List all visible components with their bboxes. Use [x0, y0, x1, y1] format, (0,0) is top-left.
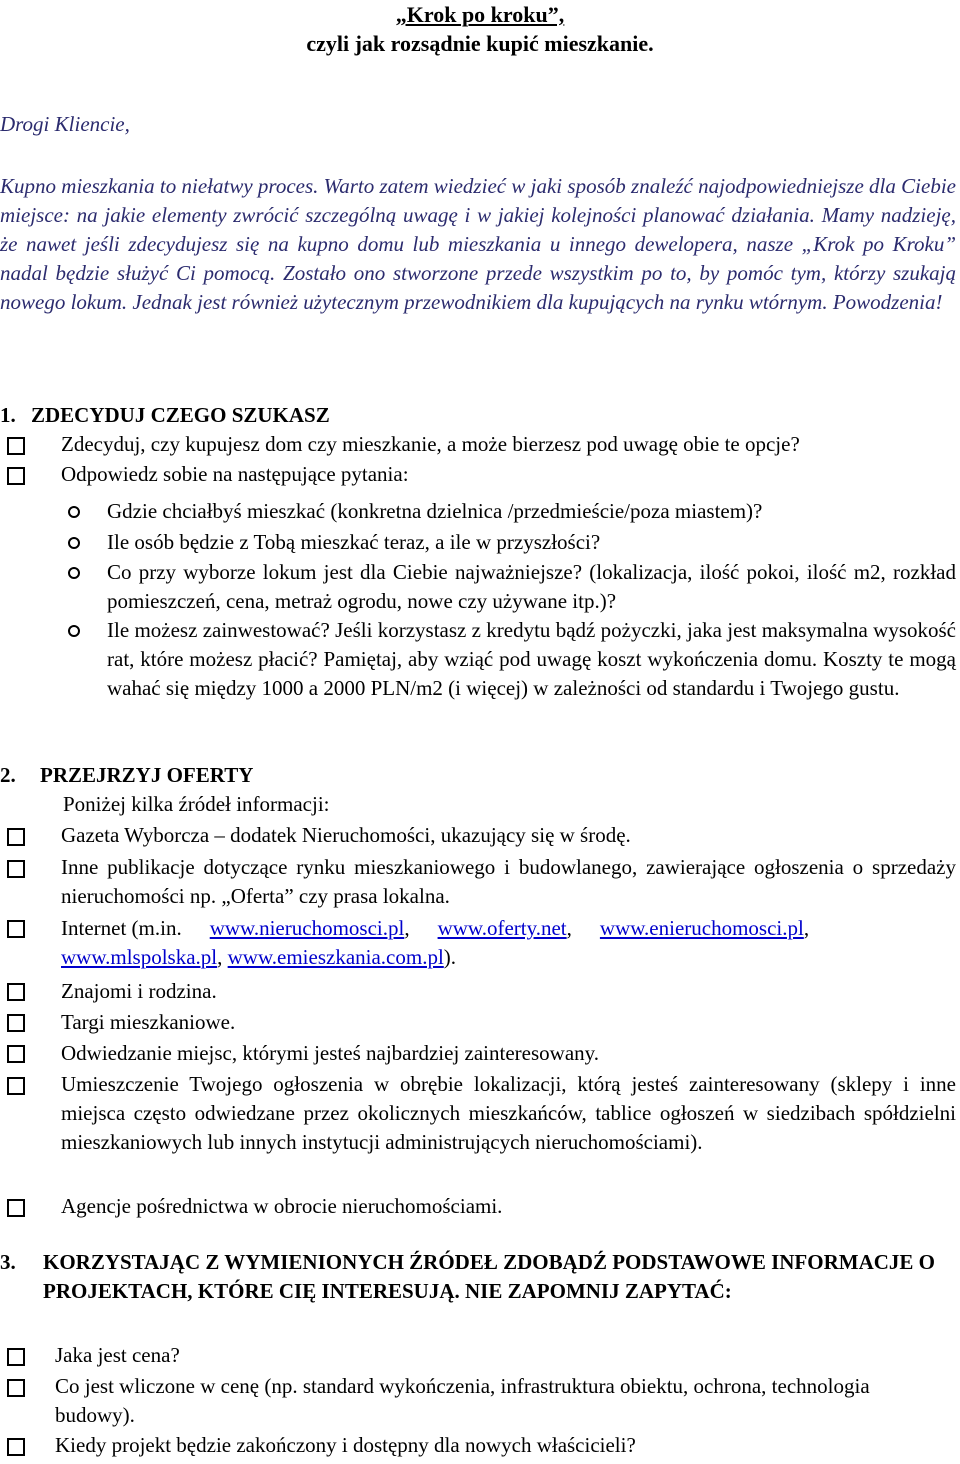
s1-item-2: Odpowiedz sobie na następujące pytania: — [61, 462, 409, 486]
section-3-number: 3. — [0, 1250, 16, 1274]
s2-item-3-line-2: www.mlspolska.pl, www.emieszkania.com.pl). — [61, 945, 457, 969]
checkbox-icon — [7, 920, 25, 938]
checkbox-icon — [7, 467, 25, 485]
checkbox-icon — [7, 1045, 25, 1063]
section-2-number: 2. — [0, 763, 16, 787]
circle-bullet-icon — [68, 567, 80, 579]
link-emieszkania[interactable]: www.emieszkania.com.pl — [227, 945, 444, 969]
s2-item-3-line-1: Internet (m.in. www.nieruchomosci.pl, www.oferty.net, www.enieruchomosci.pl, — [61, 916, 810, 940]
link-mlspolska[interactable]: www.mlspolska.pl — [61, 945, 218, 969]
title-line-1: „Krok po kroku”, — [395, 2, 565, 27]
s2-item-5: Targi mieszkaniowe. — [61, 1010, 236, 1034]
s2-item-7: Umieszczenie Twojego ogłoszenia w obrębie lokalizacji, którą jesteś zainteresowany (sklepy i inne miejsca często odwiedzane przez okolicznych mieszkańców, tablice ogłoszeń w siedzibach spółdzielni mieszkaniowych lub innych instytucji administrujących nieruchomościami). — [61, 1072, 956, 1154]
section-3-heading — [0, 1248, 956, 1306]
s1-item-1: Zdecyduj, czy kupujesz dom czy mieszkanie, a może bierzesz pod uwagę obie te opcje? — [61, 432, 800, 456]
title-line-2: czyli jak rozsądnie kupić mieszkanie. — [306, 31, 654, 56]
s2-item-6: Odwiedzanie miejsc, którymi jesteś najbardziej zainteresowany. — [61, 1041, 600, 1065]
intro-paragraph: Kupno mieszkania to niełatwy proces. Warto zatem wiedzieć w jaki sposób znaleźć najodpowiedniejsze dla Ciebie miejsce: na jakie elementy zwrócić szczególną uwagę i w jakiej kolejności planować działania. Mamy nadzieję, że nawet jeśli zdecydujesz się na kupno domu lub mieszkania u innego dewelopera, nasze „Krok po Kroku” nadal będzie służyć Ci pomocą. Zostało ono stworzone przede wszystkim po to, by pomóc tym, którzy szukają nowego lokum. Jednak jest również użytecznym przewodnikiem dla kupujących na rynku wtórnym. Powodzenia! — [0, 174, 956, 314]
s1-question-3: Co przy wyborze lokum jest dla Ciebie najważniejsze? (lokalizacja, ilość pokoi, ilość m2, rozkład pomieszczeń, cena, metraż ogrodu, nowe czy używane itp.)? — [107, 560, 956, 613]
section-1-heading — [0, 401, 330, 430]
checkbox-icon — [7, 437, 25, 455]
checkbox-icon — [7, 1438, 25, 1456]
circle-bullet-icon — [68, 537, 80, 549]
section-1-title: ZDECYDUJ CZEGO SZUKASZ — [31, 403, 330, 427]
checkbox-icon — [7, 1379, 25, 1397]
section-2-title: PRZEJRZYJ OFERTY — [40, 763, 254, 787]
checkbox-icon — [7, 983, 25, 1001]
link-oferty[interactable]: www.oferty.net — [437, 916, 567, 940]
checkbox-icon — [7, 1014, 25, 1032]
section-3-title: KORZYSTAJĄC Z WYMIENIONYCH ŹRÓDEŁ ZDOBĄDŹ PODSTAWOWE INFORMACJE O PROJEKTACH, KTÓRE CIĘ INTERESUJĄ. NIE ZAPOMNIJ ZAPYTAĆ: — [43, 1250, 936, 1303]
checkbox-icon — [7, 860, 25, 878]
circle-bullet-icon — [68, 506, 80, 518]
greeting: Drogi Kliencie, — [0, 112, 130, 136]
s1-question-1: Gdzie chciałbyś mieszkać (konkretna dzielnica /przedmieście/poza miastem)? — [107, 499, 763, 523]
document-title — [0, 0, 960, 58]
s1-question-4: Ile możesz zainwestować? Jeśli korzystasz z kredytu bądź pożyczki, jaka jest maksymalna wysokość rat, które możesz płacić? Pamiętaj, aby wziąć pod uwagę koszt wykończenia domu. Koszty te mogą wahać się między 1000 a 2000 PLN/m2 (i więcej) w zależności od standardu i Twojego gustu. — [107, 618, 956, 700]
s2-item-2: Inne publikacje dotyczące rynku mieszkaniowego i budowlanego, zawierające ogłoszenia o sprzedaży nieruchomości np. „Oferta” czy prasa lokalna. — [61, 855, 956, 908]
s2-item-3-prefix: Internet (m.in. — [61, 916, 182, 940]
link-nieruchomosci[interactable]: www.nieruchomosci.pl — [209, 916, 405, 940]
s2-item-3-suffix: ). — [443, 945, 457, 969]
s3-item-2: Co jest wliczone w cenę (np. standard wykończenia, infrastruktura obiektu, ochrona, technologia budowy). — [55, 1374, 870, 1427]
checkbox-icon — [7, 1199, 25, 1217]
checkbox-icon — [7, 1077, 25, 1095]
s3-item-1: Jaka jest cena? — [55, 1343, 180, 1367]
s2-item-4: Znajomi i rodzina. — [61, 979, 217, 1003]
s3-item-3: Kiedy projekt będzie zakończony i dostępny dla nowych właścicieli? — [55, 1433, 636, 1457]
section-2-heading — [0, 761, 253, 790]
intro-block — [0, 110, 956, 317]
circle-bullet-icon — [68, 625, 80, 637]
link-enieruchomosci[interactable]: www.enieruchomosci.pl — [599, 916, 804, 940]
section-1-number: 1. — [0, 403, 16, 427]
checkbox-icon — [7, 828, 25, 846]
s1-question-2: Ile osób będzie z Tobą mieszkać teraz, a ile w przyszłości? — [107, 530, 601, 554]
checkbox-icon — [7, 1348, 25, 1366]
section-2-subheading: Poniżej kilka źródeł informacji: — [63, 792, 330, 816]
s2-item-1: Gazeta Wyborcza – dodatek Nieruchomości, ukazujący się w środę. — [61, 823, 631, 847]
s2-item-8: Agencje pośrednictwa w obrocie nieruchomościami. — [61, 1194, 503, 1218]
